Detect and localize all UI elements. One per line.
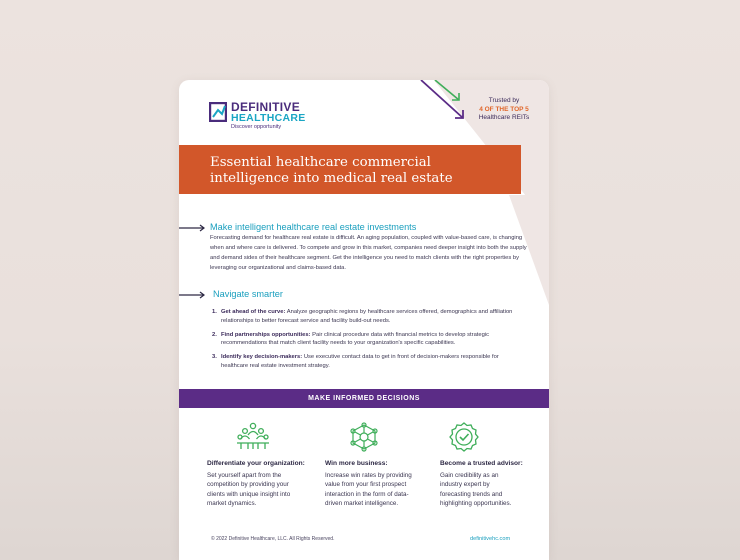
arrow-right-icon — [179, 291, 206, 299]
column-title: Become a trusted advisor: — [440, 460, 523, 467]
trusted-badge — [469, 97, 539, 123]
list-lead: Get ahead of the curve: — [221, 309, 286, 315]
trusted-line1: Trusted by — [488, 97, 520, 104]
list-item — [212, 353, 527, 370]
document-title — [210, 155, 510, 187]
title-line1: Essential healthcare commercial — [210, 155, 431, 170]
list-text: Analyze geographic regions by healthcare services offered, demographics and affiliation relationships to better forecast service and facility build-out needs. — [221, 309, 513, 324]
one-pager-document — [179, 80, 549, 560]
list-number: 1. — [212, 309, 217, 315]
verified-badge-icon — [449, 422, 479, 452]
logo-line1: DEFINITIVE — [231, 100, 301, 114]
list-lead: Find partnerships opportunities: — [221, 331, 311, 338]
list-number: 3. — [212, 354, 217, 361]
list-item — [212, 308, 527, 325]
footer-url-link[interactable]: definitivehc.com — [470, 536, 511, 542]
section2-title: Navigate smarter — [213, 289, 283, 299]
navigate-list — [212, 308, 527, 376]
footer-copyright: © 2022 Definitive Healthcare, LLC. All Rights Reserved. — [211, 536, 335, 542]
network-hub-icon — [349, 422, 379, 452]
list-number: 2. — [212, 331, 217, 338]
trusted-highlight: 4 OF THE TOP 5 — [479, 105, 529, 113]
decisions-bar: MAKE INFORMED DECISIONS — [179, 389, 549, 408]
people-group-icon — [236, 422, 270, 450]
logo-mark-icon — [209, 102, 227, 122]
list-item — [212, 331, 527, 348]
list-text: Pair clinical procedure data with financial metrics to develop strategic recommendations that match client facility needs to your organization's specific capabilities. — [221, 331, 490, 347]
section1-body: Forecasting demand for healthcare real estate is difficult. An aging population, coupled with value-based care, is changing when and where care is delivered. To compete and grow in this market, companies need deeper insight into both the supply and demand sides of their healthcare segment. Get the intelligence you need to match clients with the right properties by leveraging our organizational and claims-based data. — [210, 235, 527, 271]
arrow-right-icon — [179, 224, 206, 232]
logo-line2: HEALTHCARE — [231, 112, 306, 124]
column-title: Differentiate your organization: — [207, 460, 305, 467]
column-body: Set yourself apart from the competition by providing your clients with unique insight into market dynamics. — [207, 472, 291, 508]
list-text: Use executive contact data to get in front of decision-makers responsible for healthcare real estate investment strategy. — [221, 354, 499, 369]
title-banner — [179, 145, 521, 194]
column-title: Win more business: — [325, 460, 388, 467]
logo-tagline: Discover opportunity — [231, 124, 282, 130]
title-line2: intelligence into medical real estate — [210, 171, 453, 186]
trusted-line3: Healthcare REITs — [478, 114, 530, 121]
section1-title: Make intelligent healthcare real estate investments — [210, 222, 417, 232]
list-lead: Identify key decision-makers: — [221, 354, 303, 361]
column-body: Increase win rates by providing value from your first prospect interaction in the form of data-driven market intelligence. — [325, 472, 412, 508]
column-body: Gain credibility as an industry expert by forecasting trends and highlighting opportunities. — [440, 472, 512, 508]
